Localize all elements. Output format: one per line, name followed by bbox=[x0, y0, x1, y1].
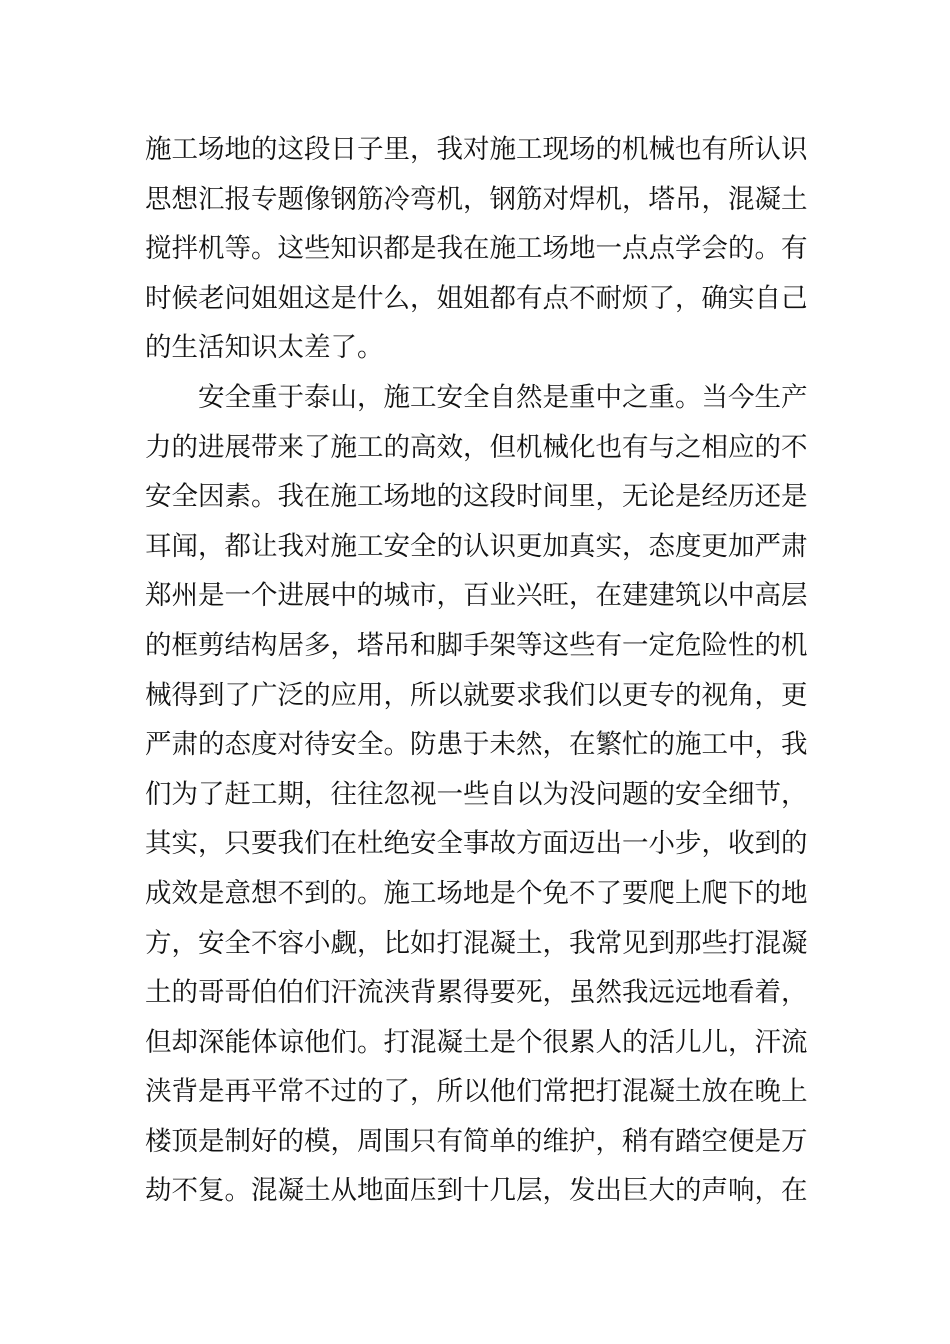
paragraph-2 bbox=[145, 373, 810, 1216]
text-line: 思想汇报专题像钢筋冷弯机，钢筋对焊机，塔吊，混凝土 bbox=[145, 183, 808, 215]
document-body bbox=[145, 125, 810, 1216]
text-line: 的生活知识太差了。 bbox=[145, 332, 384, 364]
text-line: 时候老问姐姐这是什么，姐姐都有点不耐烦了，确实自己 bbox=[145, 282, 808, 314]
text-line: 械得到了广泛的应用，所以就要求我们以更专的视角，更 bbox=[145, 679, 808, 711]
text-line: 耳闻，都让我对施工安全的认识更加真实，态度更加严肃 bbox=[145, 530, 808, 562]
text-line: 楼顶是制好的模，周围只有简单的维护，稍有踏空便是万 bbox=[145, 1125, 808, 1157]
text-line: 郑州是一个进展中的城市，百业兴旺，在建建筑以中高层 bbox=[145, 580, 808, 612]
text-line: 浃背是再平常不过的了，所以他们常把打混凝土放在晚上 bbox=[145, 1076, 808, 1108]
paragraph-1 bbox=[145, 125, 810, 373]
text-line: 土的哥哥伯伯们汗流浃背累得要死，虽然我远远地看着， bbox=[145, 977, 808, 1009]
text-line: 劫不复。混凝土从地面压到十几层，发出巨大的声响，在 bbox=[145, 1175, 808, 1207]
text-line: 其实，只要我们在杜绝安全事故方面迈出一小步，收到的 bbox=[145, 828, 808, 860]
text-line: 施工场地的这段日子里，我对施工现场的机械也有所认识 bbox=[145, 134, 808, 165]
text-line: 的框剪结构居多，塔吊和脚手架等这些有一定危险性的机 bbox=[145, 629, 808, 661]
text-line: 搅拌机等。这些知识都是我在施工场地一点点学会的。有 bbox=[145, 233, 808, 265]
text-line: 成效是意想不到的。施工场地是个免不了要爬上爬下的地 bbox=[145, 877, 808, 909]
text-line: 安全因素。我在施工场地的这段时间里，无论是经历还是 bbox=[145, 481, 808, 513]
text-line: 安全重于泰山，施工安全自然是重中之重。当今生产 bbox=[198, 381, 808, 413]
text-line: 们为了赶工期，往往忽视一些自以为没问题的安全细节， bbox=[145, 778, 808, 810]
text-line: 力的进展带来了施工的高效，但机械化也有与之相应的不 bbox=[145, 431, 808, 463]
text-line: 严肃的态度对待安全。防患于未然，在繁忙的施工中，我 bbox=[145, 729, 808, 761]
text-line: 但却深能体谅他们。打混凝土是个很累人的活儿儿，汗流 bbox=[145, 1026, 808, 1058]
text-line: 方，安全不容小觑，比如打混凝土，我常见到那些打混凝 bbox=[145, 927, 808, 959]
